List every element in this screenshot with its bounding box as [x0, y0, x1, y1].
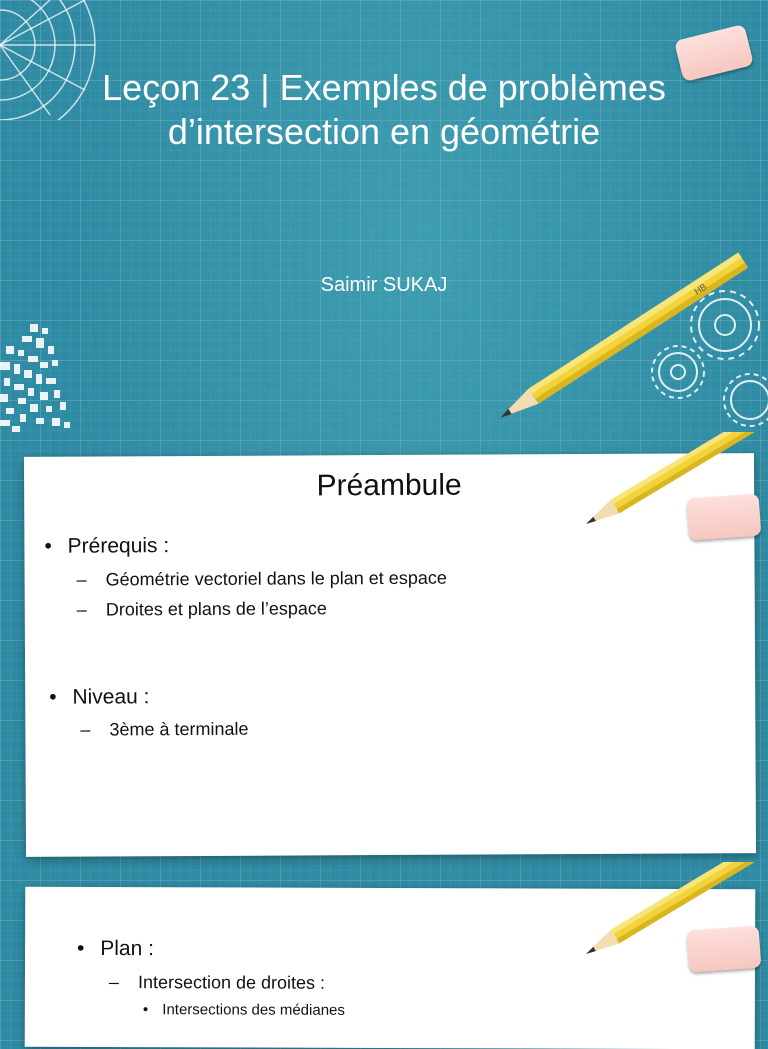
- prereq-item: [44, 534, 169, 559]
- level-item: [49, 685, 149, 710]
- bullet-icon: •: [77, 936, 85, 960]
- plan-label: Plan :: [100, 936, 155, 961]
- level-subitem-label: 3ème à terminale: [109, 718, 249, 740]
- bullet-icon: •: [49, 685, 57, 709]
- qr-pattern-decoration: [0, 322, 80, 434]
- slide-title: Leçon 23 | Exemples de problèmes d’intersection en géométrie: [102, 67, 666, 152]
- bullet-icon: •: [142, 1001, 149, 1019]
- pencil-grade-label: HB: [692, 281, 709, 297]
- bullet-icon: •: [44, 534, 52, 558]
- prereq-label: Prérequis :: [67, 534, 170, 558]
- plan-subitem: [109, 972, 325, 994]
- level-label: Niveau :: [72, 685, 150, 709]
- prereq-subitem: [77, 568, 447, 591]
- pencil-decoration-1: [490, 230, 768, 430]
- preamble-heading: Préambule: [316, 468, 462, 503]
- dash-icon: –: [80, 719, 91, 740]
- level-subitem: [80, 719, 248, 741]
- prereq-subitem: [77, 598, 327, 620]
- dash-icon: –: [76, 599, 87, 620]
- plan-subsubitem-label: Intersections des médianes: [162, 1001, 345, 1019]
- plan-subsubitem: [143, 1001, 345, 1019]
- plan-item: [77, 937, 154, 961]
- dash-icon: –: [108, 972, 119, 993]
- eraser-3: [687, 926, 762, 973]
- prereq-subitem-label: Droites et plans de l’espace: [105, 598, 327, 620]
- plan-subitem-label: Intersection de droites :: [137, 972, 326, 993]
- eraser-2: [687, 494, 762, 541]
- author-name: Saimir SUKAJ: [320, 274, 448, 296]
- dash-icon: –: [76, 569, 87, 590]
- prereq-subitem-label: Géométrie vectoriel dans le plan et espace: [105, 567, 447, 590]
